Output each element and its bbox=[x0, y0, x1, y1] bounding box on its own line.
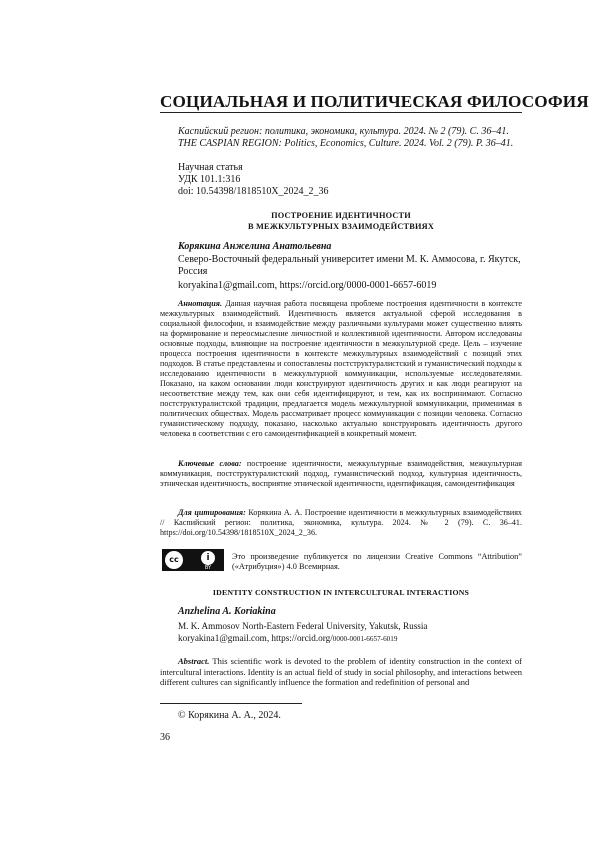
cc-icon: cc bbox=[165, 551, 183, 569]
how-to-cite-text: Корякина А. А. Построение идентичности в межкультурных взаимодействиях // Каспийский регион: политика, экономика, культура. 2024. № 2 (79). С. 36–41. https://doi.org/10.54398/1818510X_2024_2_36. bbox=[160, 508, 522, 537]
title-ru-line-2: В МЕЖКУЛЬТУРНЫХ ВЗАИМОДЕЙСТВИЯХ bbox=[247, 222, 435, 231]
contact-en-email: koryakina1@gmail.com, https://orcid.org/ bbox=[178, 633, 333, 643]
affiliation-en: M. K. Ammosov North-Eastern Federal University, Yakutsk, Russia bbox=[178, 621, 428, 631]
author-name-ru: Корякина Анжелина Анатольевна bbox=[178, 241, 332, 252]
how-to-cite-label: Для цитирования: bbox=[178, 508, 246, 517]
copyright-footnote: © Корякина А. А., 2024. bbox=[178, 710, 281, 721]
abstract-en bbox=[160, 656, 522, 688]
how-to-cite bbox=[160, 508, 522, 538]
contact-ru: koryakina1@gmail.com, https://orcid.org/0000-0001-6657-6019 bbox=[178, 280, 437, 291]
abstract-en-label: Abstract. bbox=[178, 656, 210, 666]
keywords-ru bbox=[160, 459, 522, 489]
by-label: BY bbox=[204, 565, 212, 571]
udk-code: УДК 101.1:316 bbox=[178, 174, 241, 185]
keywords-ru-text: построение идентичности, межкультурные взаимодействия, межкультурная коммуникация, постструктуралистский подход, гуманистический подход, культурная идентичность, этническая идентичность, восприятие этнической идентичности, идентификация, самоидентификация bbox=[160, 459, 522, 488]
abstract-en-text: This scientific work is devoted to the problem of identity construction in the context of intercultural interactions. Identity is an actual field of study in social philosophy, and interactions between different cultures can significantly influence the formation and redefinition of personal and bbox=[160, 656, 522, 687]
attribution-icon: i bbox=[201, 551, 215, 565]
page-number: 36 bbox=[160, 732, 170, 743]
abstract-ru bbox=[160, 299, 522, 439]
footnote-rule bbox=[160, 703, 302, 704]
title-ru-line-1: ПОСТРОЕНИЕ ИДЕНТИЧНОСТИ bbox=[271, 211, 411, 220]
abstract-ru-label: Аннотация. bbox=[178, 299, 222, 308]
article-type: Научная статья bbox=[178, 162, 243, 173]
keywords-ru-label: Ключевые слова: bbox=[178, 459, 242, 468]
affiliation-ru: Северо-Восточный федеральный университет имени М. К. Аммосова, г. Якутск, Россия bbox=[178, 254, 521, 277]
citation-ru: Каспийский регион: политика, экономика, культура. 2024. № 2 (79). С. 36–41. bbox=[178, 126, 509, 137]
section-title: СОЦИАЛЬНАЯ И ПОЛИТИЧЕСКАЯ ФИЛОСОФИЯ bbox=[160, 92, 589, 111]
creative-commons-by-icon bbox=[162, 549, 224, 571]
header-rule bbox=[160, 112, 522, 113]
abstract-ru-text: Данная научная работа посвящена проблеме построения идентичности в контексте межкультурных взаимодействий. Идентичность является актуальной сферой исследования в социальной философии, и взаимодействие между различными культурами может существенно влиять на формирование и переосмысление личностной и коллективной идентичности. Автором исследованы основные подходы, влияющие на построение идентичности в межкультурной среде. Цель – изучение процесса построения идентичности в контексте межкультурных взаимодействий с позиций этих подходов. В статье представлены и сопоставлены постструктуралистский и гуманистический подходы к исследованию идентичности в межкультурной коммуникации, используемые исследователями. Показано, на каком основании люди конструируют идентичность других и как люди реагируют на несоответствие между тем, как они себя идентифицируют, и тем, как их воспринимают. Согласно постструктуралистской традиции, предлагается модель межкультурной коммуникации, применимая в политических обществах. Модель рассматривает процесс коммуникации с позиции человека. Согласно гуманистическому подходу, показано, насколько актуально конструировать идентичность другого человека в соответствии с его самоидентификацией в конкретный момент. bbox=[160, 299, 522, 438]
contact-en-orcid: 0000-0001-6657-6019 bbox=[332, 635, 398, 643]
citation-en: THE CASPIAN REGION: Politics, Economics, Culture. 2024. Vol. 2 (79). P. 36–41. bbox=[178, 138, 514, 149]
license-text: Это произведение публикуется по лицензии Creative Commons “Attribution” («Атрибуция») 4.0 Всемирная. bbox=[232, 552, 522, 571]
article-title-en: IDENTITY CONSTRUCTION IN INTERCULTURAL INTERACTIONS bbox=[212, 588, 470, 597]
article-title-ru bbox=[160, 210, 522, 232]
contact-en bbox=[178, 633, 397, 645]
doi: doi: 10.54398/1818510X_2024_2_36 bbox=[178, 186, 329, 197]
author-name-en: Anzhelina A. Koriakina bbox=[178, 606, 276, 617]
